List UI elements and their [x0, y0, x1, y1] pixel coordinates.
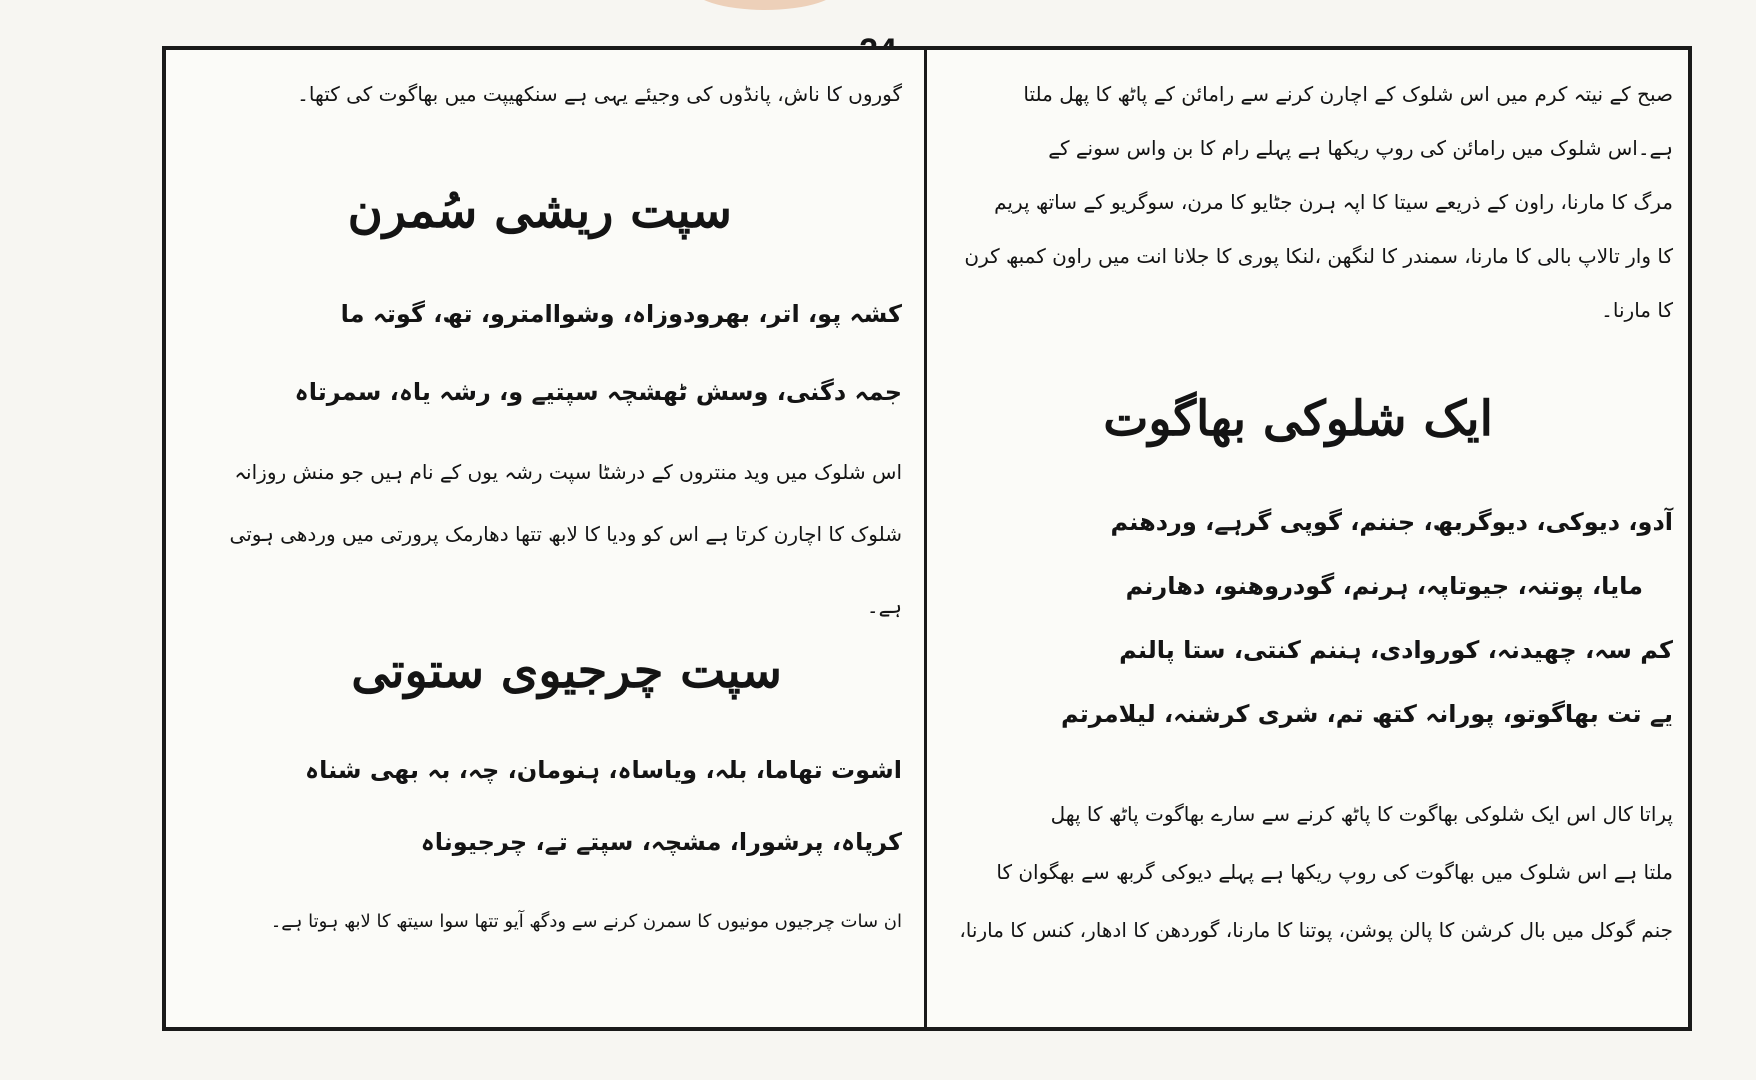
verse-line: کم سہ، چھیدنہ، کوروادی، ہننم کنتی، ستا پالنم: [1119, 636, 1673, 664]
right-intro-line: مرگ کا مارنا، راون کے ذریعے سیتا کا اپہ ہرن جٹایو کا مرن، سوگریو کے ساتھ پریم: [994, 190, 1673, 214]
column-divider: [924, 46, 927, 1031]
left-body-line: اس شلوک میں وید منتروں کے درشٹا سپت رشہ یوں کے نام ہیں جو منش روزانہ: [234, 460, 902, 484]
right-intro-line: کا مارنا۔: [1601, 298, 1673, 322]
verse-line: آدو، دیوکی، دیوگربھ، جننم، گوپی گرہے، وردھنم: [1110, 508, 1673, 536]
left-closing-line: ان سات چرجیوں مونیوں کا سمرن کرنے سے ودگھ آیو تتھا سوا سیتھ کا لابھ ہوتا ہے۔: [270, 911, 902, 932]
left-top-line: گوروں کا ناش، پانڈوں کی وجیئے یہی ہے سنکھیپت میں بھاگوت کی کتھا۔: [297, 82, 902, 106]
right-column: [945, 54, 1673, 1024]
left-body-line: ہے۔: [866, 594, 902, 618]
right-closing-line: ملتا ہے اس شلوک میں بھاگوت کی روپ ریکھا ہے پہلے دیوکی گربھ سے بھگوان کا: [996, 860, 1673, 884]
right-closing-line: جنم گوکل میں بال کرشن کا پالن پوشن، پوتنا کا مارنا، گوردھن کا ادھار، کنس کا مارنا،: [959, 918, 1673, 942]
left-column: [176, 54, 912, 1024]
section-heading: سپت ریشی سُمرن: [347, 183, 732, 239]
verse-line: یے تت بھاگوتو، پورانہ کتھ تم، شری کرشنہ، لیلامرتم: [1060, 700, 1673, 728]
left-body-line: شلوک کا اچارن کرتا ہے اس کو ودیا کا لابھ تتھا دھارمک پرورتی میں وردھی ہوتی: [229, 522, 902, 546]
verse-line: کرپاہ، پرشورا، مشچہ، سپتے تے، چرجیوناہ: [420, 828, 902, 856]
verse-line: جمہ دگنی، وسش ٹھشچہ سپتیے و، رشہ یاہ، سمرتاہ: [294, 378, 902, 406]
verse-line: کشہ پو، اتر، بھرودوزاہ، وشواامترو، تھ، گوتہ ما: [340, 300, 902, 328]
section-heading: سپت چرجیوی ستوتی: [351, 643, 782, 699]
section-heading: ایک شلوکی بھاگوت: [1103, 391, 1493, 447]
right-intro-line: صبح کے نیتہ کرم میں اس شلوک کے اچارن کرنے سے رامائن کے پاٹھ کا پھل ملتا: [1023, 82, 1673, 106]
right-intro-line: کا وار تالاپ بالی کا مارنا، سمندر کا لنگھن ،لنکا پوری کا جلانا انت میں راون کمبھ کرن: [964, 244, 1673, 268]
right-closing-line: پراتا کال اس ایک شلوکی بھاگوت کا پاٹھ کرنے سے سارے بھاگوت پاٹھ کا پھل: [1050, 802, 1673, 826]
verse-line: مایا، پوتنہ، جیوتاپہ، ہرنم، گودروھنو، دھارنم: [1125, 572, 1643, 600]
page-stain: [690, 0, 840, 10]
right-intro-line: ہے۔اس شلوک میں رامائن کی روپ ریکھا ہے پہلے رام کا بن واس سونے کے: [1048, 136, 1673, 160]
verse-line: اشوت تھاما، بلہ، ویاساہ، ہنومان، چہ، بہ بھی شناہ: [305, 756, 902, 784]
